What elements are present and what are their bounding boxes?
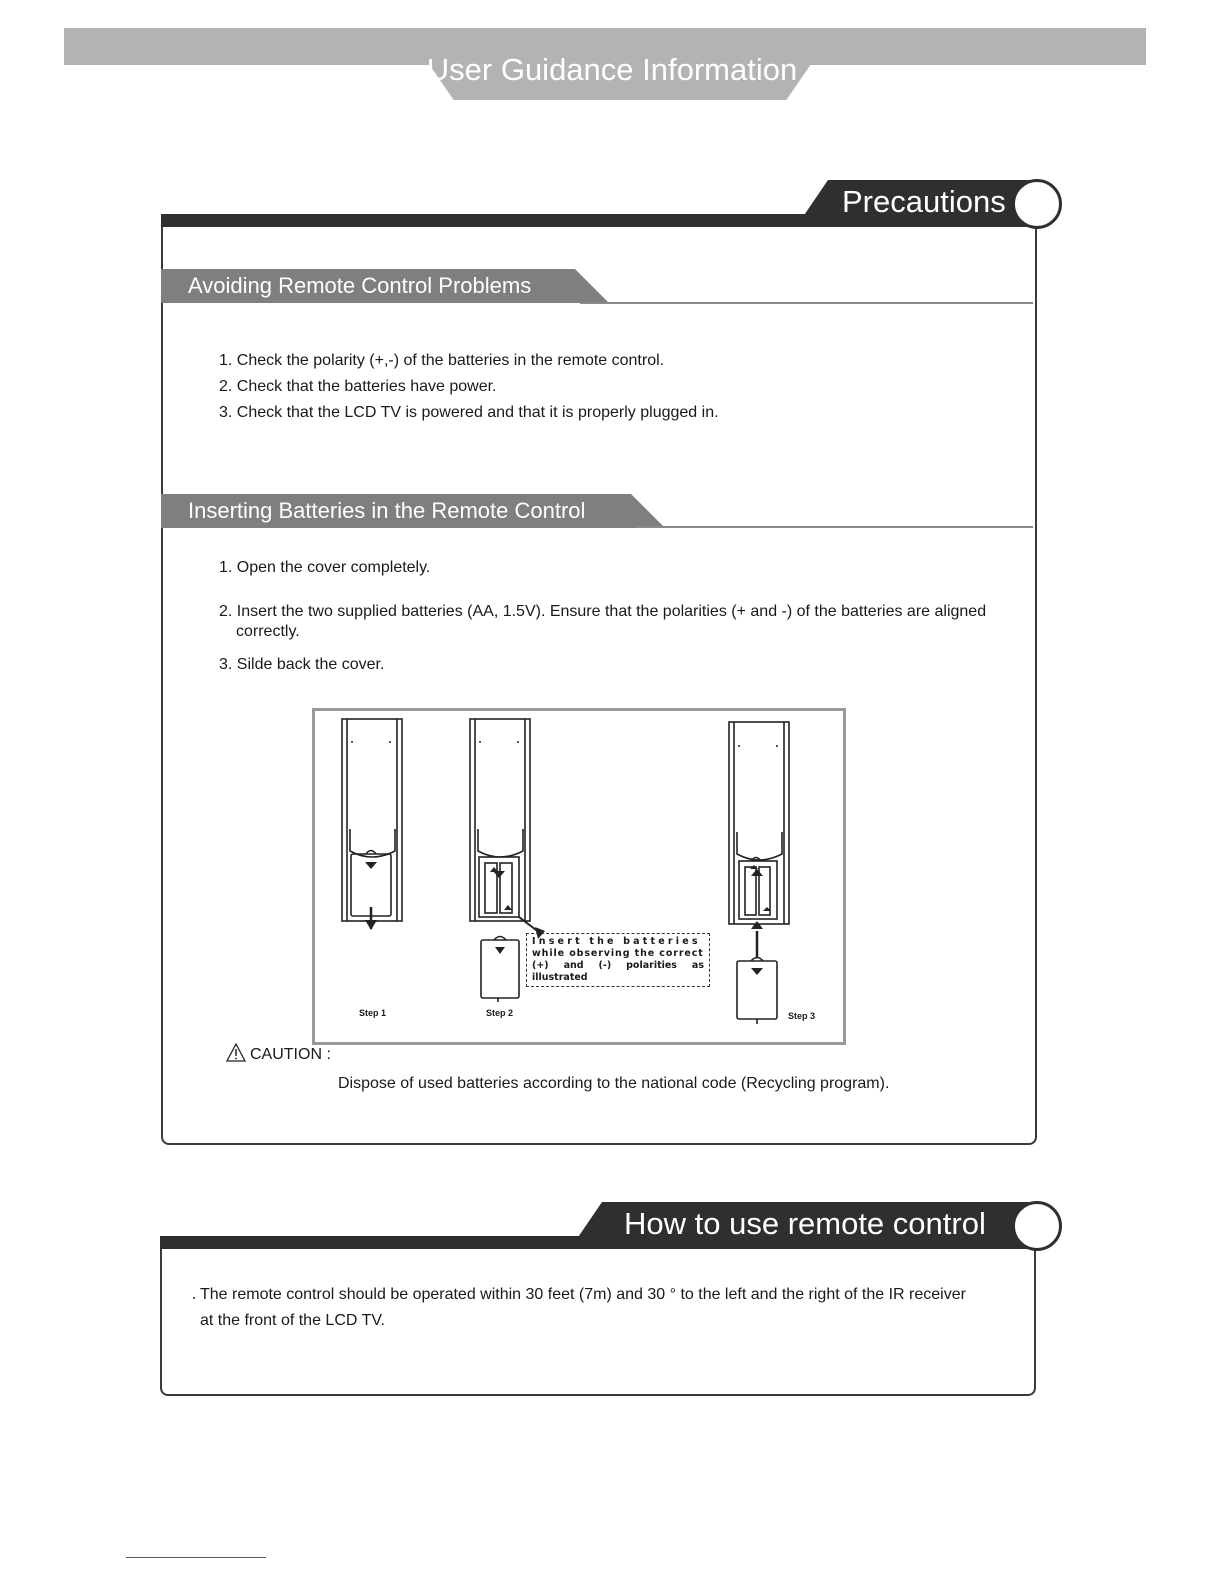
- precautions-header-bar: [161, 214, 861, 227]
- remote-use-circle-icon: [1012, 1201, 1062, 1251]
- page-title: User Guidance Information: [426, 52, 798, 87]
- battery-note-box: [526, 933, 710, 987]
- inserting-title: Inserting Batteries in the Remote Control: [188, 498, 586, 523]
- inserting-item-2-cont: correctly.: [236, 623, 300, 640]
- battery-illustration: [312, 708, 846, 1045]
- note-line-2: while observing the correct: [532, 948, 704, 959]
- remote-use-line-1: The remote control should be operated within 30 feet (7m) and 30 ° to the left and the right of the IR receiver: [200, 1286, 966, 1303]
- avoiding-title: Avoiding Remote Control Problems: [188, 273, 532, 298]
- avoiding-item-3: 3. Check that the LCD TV is powered and that it is properly plugged in.: [219, 404, 719, 421]
- bottom-link-line: [126, 1557, 266, 1558]
- caution-label: CAUTION :: [250, 1046, 331, 1063]
- step3-label: Step 3: [788, 1011, 816, 1021]
- caution-text: Dispose of used batteries according to the national code (Recycling program).: [338, 1075, 890, 1092]
- avoiding-item-2: 2. Check that the batteries have power.: [219, 378, 497, 395]
- step1-label: Step 1: [359, 1008, 387, 1018]
- precautions-circle-icon: [1012, 179, 1062, 229]
- remote-use-header-bar: [160, 1236, 630, 1249]
- precautions-title: Precautions: [842, 184, 1006, 219]
- inserting-item-1: 1. Open the cover completely.: [219, 559, 431, 576]
- avoiding-subheader-line: [580, 302, 1033, 304]
- avoiding-item-1: 1. Check the polarity (+,-) of the batteries in the remote control.: [219, 352, 665, 369]
- inserting-item-3: 3. Silde back the cover.: [219, 656, 385, 673]
- bullet-dot: [193, 1297, 195, 1299]
- remote-use-title: How to use remote control: [624, 1206, 986, 1241]
- inserting-item-2: 2. Insert the two supplied batteries (AA, 1.5V). Ensure that the polarities (+ and -) of the batteries are aligned: [219, 603, 987, 620]
- battery-steps-diagram: [315, 711, 843, 1042]
- warning-triangle-icon: [226, 1043, 246, 1062]
- note-line-3: (+) and (-) polarities as illustrated: [532, 960, 704, 983]
- remote-use-line-2: at the front of the LCD TV.: [200, 1312, 385, 1329]
- note-line-1: Insert the batteries: [532, 936, 701, 947]
- step2-label: Step 2: [486, 1008, 514, 1018]
- inserting-subheader-line: [636, 526, 1033, 528]
